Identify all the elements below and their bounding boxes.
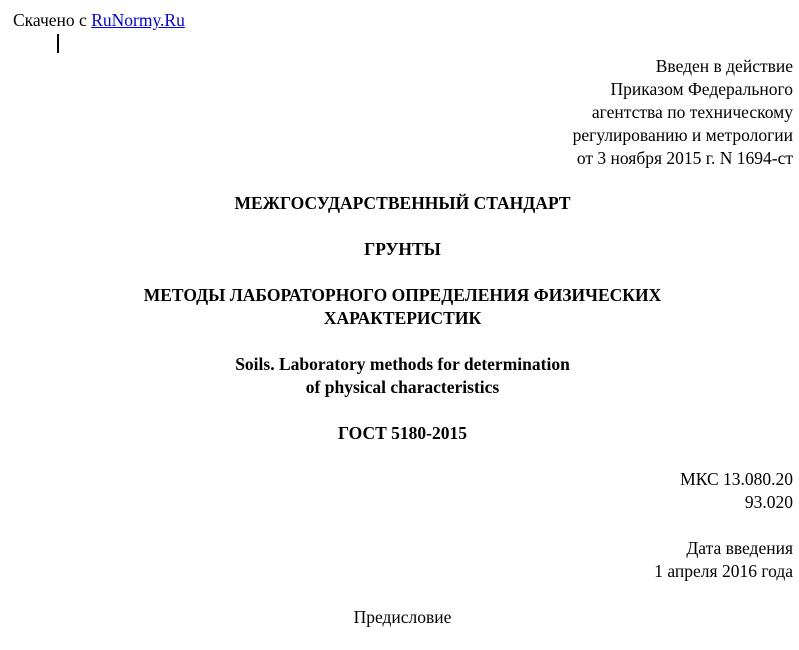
subtitle-line: МЕТОДЫ ЛАБОРАТОРНОГО ОПРЕДЕЛЕНИЯ ФИЗИЧЕСКИХ [143, 285, 662, 305]
standard-english-title [6, 353, 799, 399]
standard-code-text: ГОСТ 5180-2015 [337, 423, 468, 443]
enactment-line: Введен в действие [655, 56, 793, 76]
standard-type [6, 192, 799, 215]
effective-date-line: 1 апреля 2016 года [654, 561, 793, 581]
classification-line: МКС 13.080.20 [680, 469, 793, 489]
source-attribution [13, 9, 185, 31]
text-cursor [57, 34, 59, 53]
english-title-line: of physical characteristics [305, 377, 500, 397]
subtitle-line: ХАРАКТЕРИСТИК [323, 308, 482, 328]
effective-date-line: Дата введения [686, 538, 793, 558]
source-link[interactable]: RuNormy.Ru [91, 10, 185, 30]
standard-title [6, 238, 799, 261]
enactment-line: Приказом Федерального [610, 79, 793, 99]
enactment-line: агентства по техническому [591, 102, 793, 122]
preface-heading: Предисловие [353, 607, 452, 627]
enactment-line: от 3 ноября 2015 г. N 1694-ст [576, 148, 793, 168]
standard-code [6, 422, 799, 445]
enactment-block [573, 55, 793, 170]
effective-date-block [654, 537, 793, 583]
enactment-line: регулированию и метрологии [572, 125, 793, 145]
standard-subtitle [6, 284, 799, 330]
standard-type-text: МЕЖГОСУДАРСТВЕННЫЙ СТАНДАРТ [234, 193, 571, 213]
standard-title-text: ГРУНТЫ [364, 239, 441, 259]
classification-line: 93.020 [744, 492, 793, 512]
classification-block [680, 468, 793, 514]
source-prefix: Скачено с [13, 10, 92, 30]
english-title-line: Soils. Laboratory methods for determination [235, 354, 570, 374]
